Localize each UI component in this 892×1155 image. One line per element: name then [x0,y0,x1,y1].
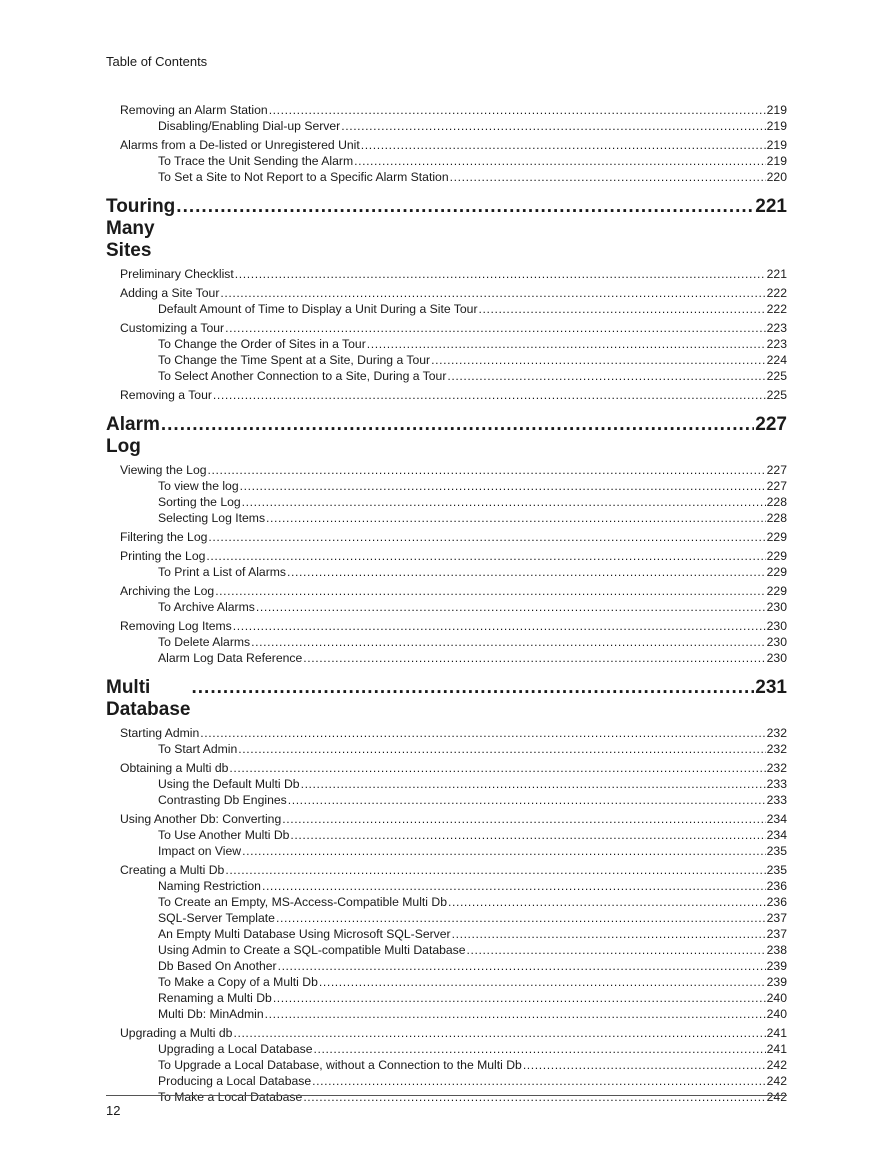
toc-page-number: 241 [766,1042,787,1056]
toc-page-number: 232 [766,761,787,775]
toc-subentry[interactable] [106,153,787,169]
toc-entry[interactable] [106,760,787,776]
toc-entry-title: Touring Many Sites [106,196,176,261]
toc-page-number: 238 [766,943,787,957]
dot-leader [242,494,766,510]
toc-page-number: 240 [766,1007,787,1021]
toc-entry-title: To Archive Alarms [158,600,255,614]
toc-entry-title: Using Admin to Create a SQL-compatible Multi Database [158,943,466,957]
dot-leader [303,1089,765,1105]
toc-subentry[interactable] [106,1057,787,1073]
dot-leader [161,414,754,436]
toc-page-number: 230 [766,600,787,614]
toc-page-number: 240 [766,991,787,1005]
dot-leader [265,1006,766,1022]
toc-subentry[interactable] [106,301,787,317]
dot-leader [229,760,765,776]
toc-entry-title: To Make a Copy of a Multi Db [158,975,318,989]
toc-page-number: 242 [766,1090,787,1104]
toc-entry-title: To Start Admin [158,742,238,756]
dot-leader [278,958,766,974]
toc-entry-title: Preliminary Checklist [120,267,234,281]
toc-subentry[interactable] [106,827,787,843]
dot-leader [233,618,766,634]
toc-page-number: 242 [766,1074,787,1088]
dot-leader [262,878,766,894]
toc-entry-title: Alarm Log [106,414,160,457]
toc-page-number: 230 [766,619,787,633]
toc-subentry[interactable] [106,741,787,757]
toc-page-number: 239 [766,959,787,973]
toc-subentry[interactable] [106,494,787,510]
toc-subentry[interactable] [106,118,787,134]
toc-page-number: 234 [766,812,787,826]
toc-entry-title: Selecting Log Items [158,511,266,525]
dot-leader [313,1041,765,1057]
dot-leader [213,387,766,403]
toc-entry-title: Upgrading a Multi db [120,1026,233,1040]
dot-leader [208,529,765,545]
footer-divider [106,1095,787,1096]
toc-page-number: 219 [766,154,787,168]
toc-entry-title: Filtering the Log [120,530,208,544]
dot-leader [225,862,765,878]
dot-leader [341,118,765,134]
toc-entry-title: Naming Restriction [158,879,261,893]
toc-chapter-heading[interactable] [106,196,787,262]
toc-entry-title: Removing an Alarm Station [120,103,268,117]
toc-page-number: 227 [766,463,787,477]
toc-entry-title: To Print a List of Alarms [158,565,287,579]
toc-page-number: 222 [766,286,787,300]
toc-entry-title: Using Another Db: Converting [120,812,282,826]
toc-page-number: 219 [766,119,787,133]
dot-leader [225,320,766,336]
dot-leader [206,548,765,564]
dot-leader [282,811,765,827]
toc-page-number: 225 [766,388,787,402]
toc-entry-title: Alarm Log Data Reference [158,651,303,665]
toc-page-number: 230 [766,635,787,649]
dot-leader [287,564,766,580]
toc-entry-title: Sorting the Log [158,495,241,509]
toc-subentry[interactable] [106,634,787,650]
dot-leader [200,725,765,741]
dot-leader [448,894,766,910]
toc-entry[interactable] [106,102,787,118]
toc-page-number: 233 [766,793,787,807]
toc-subentry[interactable] [106,1006,787,1022]
toc-entry[interactable] [106,725,787,741]
dot-leader [301,776,766,792]
toc-subentry[interactable] [106,564,787,580]
toc-entry[interactable] [106,387,787,403]
dot-leader [233,1025,765,1041]
toc-entry[interactable] [106,548,787,564]
toc-subentry[interactable] [106,843,787,859]
toc-page-number: 232 [766,726,787,740]
toc-entry-title: An Empty Multi Database Using Microsoft SQL-Server [158,927,451,941]
toc-entry[interactable] [106,862,787,878]
toc-entry-title: To Use Another Multi Db [158,828,290,842]
dot-leader [312,1073,766,1089]
toc-entry-title: Obtaining a Multi db [120,761,229,775]
toc-subentry[interactable] [106,336,787,352]
toc-entry-title: To Delete Alarms [158,635,251,649]
dot-leader [276,910,766,926]
toc-page-number: 224 [766,353,787,367]
toc-entry-title: To Change the Order of Sites in a Tour [158,337,366,351]
toc-entry-title: Removing Log Items [120,619,232,633]
toc-entry-title: To Set a Site to Not Report to a Specific Alarm Station [158,170,449,184]
toc-page-number: 233 [766,777,787,791]
dot-leader [319,974,766,990]
dot-leader [367,336,766,352]
toc-page-number: 229 [766,549,787,563]
toc-page-number: 241 [766,1026,787,1040]
toc-entry[interactable] [106,266,787,282]
dot-leader [256,599,766,615]
toc-entry-title: Customizing a Tour [120,321,225,335]
dot-leader [269,102,766,118]
toc-page-number: 236 [766,879,787,893]
toc-page-number: 225 [766,369,787,383]
dot-leader [251,634,766,650]
toc-entry-title: Starting Admin [120,726,200,740]
dot-leader [361,137,766,153]
toc-entry-title: Upgrading a Local Database [158,1042,313,1056]
dot-leader [273,990,766,1006]
toc-chapter-heading[interactable] [106,414,787,458]
toc-page-number: 236 [766,895,787,909]
table-of-contents [106,102,787,1105]
toc-subentry[interactable] [106,926,787,942]
toc-page-number: 242 [766,1058,787,1072]
toc-page-number: 229 [766,565,787,579]
toc-entry-title: Removing a Tour [120,388,212,402]
dot-leader [242,843,766,859]
toc-entry-title: Printing the Log [120,549,206,563]
toc-entry-title: Using the Default Multi Db [158,777,300,791]
toc-subentry[interactable] [106,1041,787,1057]
dot-leader [447,368,765,384]
toc-subentry[interactable] [106,974,787,990]
dot-leader [176,196,754,218]
toc-subentry[interactable] [106,894,787,910]
toc-entry[interactable] [106,811,787,827]
toc-page-number: 223 [766,337,787,351]
toc-subentry[interactable] [106,776,787,792]
toc-page-number: 235 [766,844,787,858]
toc-subentry[interactable] [106,1073,787,1089]
toc-entry[interactable] [106,462,787,478]
toc-entry-title: Multi Db: MinAdmin [158,1007,264,1021]
toc-entry-title: Archiving the Log [120,584,215,598]
running-header: Table of Contents [106,54,208,69]
toc-page-number: 227 [766,479,787,493]
toc-page-number: 232 [766,742,787,756]
page-number: 12 [106,1103,121,1118]
toc-entry-title: Creating a Multi Db [120,863,225,877]
toc-entry-title: To Create an Empty, MS-Access-Compatible Multi Db [158,895,447,909]
toc-page-number: 237 [766,911,787,925]
toc-entry-title: Producing a Local Database [158,1074,312,1088]
dot-leader [215,583,765,599]
toc-entry-title: To Trace the Unit Sending the Alarm [158,154,354,168]
toc-entry-title: Disabling/Enabling Dial-up Server [158,119,341,133]
dot-leader [452,926,766,942]
toc-page-number: 229 [766,584,787,598]
toc-entry[interactable] [106,320,787,336]
toc-subentry[interactable] [106,169,787,185]
toc-chapter-heading[interactable] [106,677,787,721]
toc-subentry[interactable] [106,990,787,1006]
toc-entry-title: To Change the Time Spent at a Site, During a Tour [158,353,431,367]
dot-leader [303,650,765,666]
dot-leader [290,827,765,843]
toc-entry[interactable] [106,1025,787,1041]
toc-page-number: 221 [755,196,787,217]
toc-page-number: 222 [766,302,787,316]
toc-entry-title: To Select Another Connection to a Site, During a Tour [158,369,447,383]
toc-entry-title: Viewing the Log [120,463,207,477]
toc-subentry[interactable] [106,352,787,368]
toc-entry[interactable] [106,285,787,301]
dot-leader [208,462,766,478]
toc-entry-title: Contrasting Db Engines [158,793,287,807]
toc-entry[interactable] [106,583,787,599]
toc-entry-title: Alarms from a De-listed or Unregistered Unit [120,138,360,152]
toc-entry-title: Impact on View [158,844,242,858]
toc-page-number: 231 [755,677,787,698]
toc-entry[interactable] [106,137,787,153]
dot-leader [479,301,766,317]
dot-leader [238,741,765,757]
dot-leader [220,285,765,301]
toc-page-number: 239 [766,975,787,989]
toc-page-number: 221 [766,267,787,281]
toc-subentry[interactable] [106,650,787,666]
dot-leader [523,1057,766,1073]
toc-entry-title: SQL-Server Template [158,911,275,925]
toc-subentry[interactable] [106,510,787,526]
toc-subentry[interactable] [106,942,787,958]
dot-leader [288,792,766,808]
toc-entry[interactable] [106,529,787,545]
toc-page-number: 219 [766,138,787,152]
toc-page-number: 220 [766,170,787,184]
toc-page-number: 230 [766,651,787,665]
toc-entry-title: To Make a Local Database [158,1090,303,1104]
toc-subentry[interactable] [106,478,787,494]
toc-page-number: 219 [766,103,787,117]
toc-page-number: 227 [755,414,787,435]
toc-subentry[interactable] [106,958,787,974]
toc-subentry[interactable] [106,878,787,894]
toc-entry-title: To Upgrade a Local Database, without a Connection to the Multi Db [158,1058,522,1072]
dot-leader [450,169,766,185]
dot-leader [266,510,766,526]
toc-subentry[interactable] [106,792,787,808]
toc-entry-title: Default Amount of Time to Display a Unit During a Site Tour [158,302,478,316]
toc-subentry[interactable] [106,1089,787,1105]
toc-page-number: 228 [766,511,787,525]
toc-page-number: 223 [766,321,787,335]
dot-leader [191,677,754,699]
toc-entry-title: Renaming a Multi Db [158,991,272,1005]
toc-page-number: 234 [766,828,787,842]
toc-subentry[interactable] [106,599,787,615]
dot-leader [235,266,766,282]
toc-page-number: 235 [766,863,787,877]
toc-page-number: 228 [766,495,787,509]
toc-subentry[interactable] [106,910,787,926]
toc-entry[interactable] [106,618,787,634]
toc-entry-title: Adding a Site Tour [120,286,220,300]
toc-entry-title: To view the log [158,479,239,493]
dot-leader [431,352,766,368]
dot-leader [240,478,766,494]
dot-leader [467,942,766,958]
toc-entry-title: Db Based On Another [158,959,277,973]
toc-entry-title: Multi Database [106,677,191,720]
dot-leader [354,153,766,169]
toc-page-number: 237 [766,927,787,941]
toc-page-number: 229 [766,530,787,544]
toc-subentry[interactable] [106,368,787,384]
